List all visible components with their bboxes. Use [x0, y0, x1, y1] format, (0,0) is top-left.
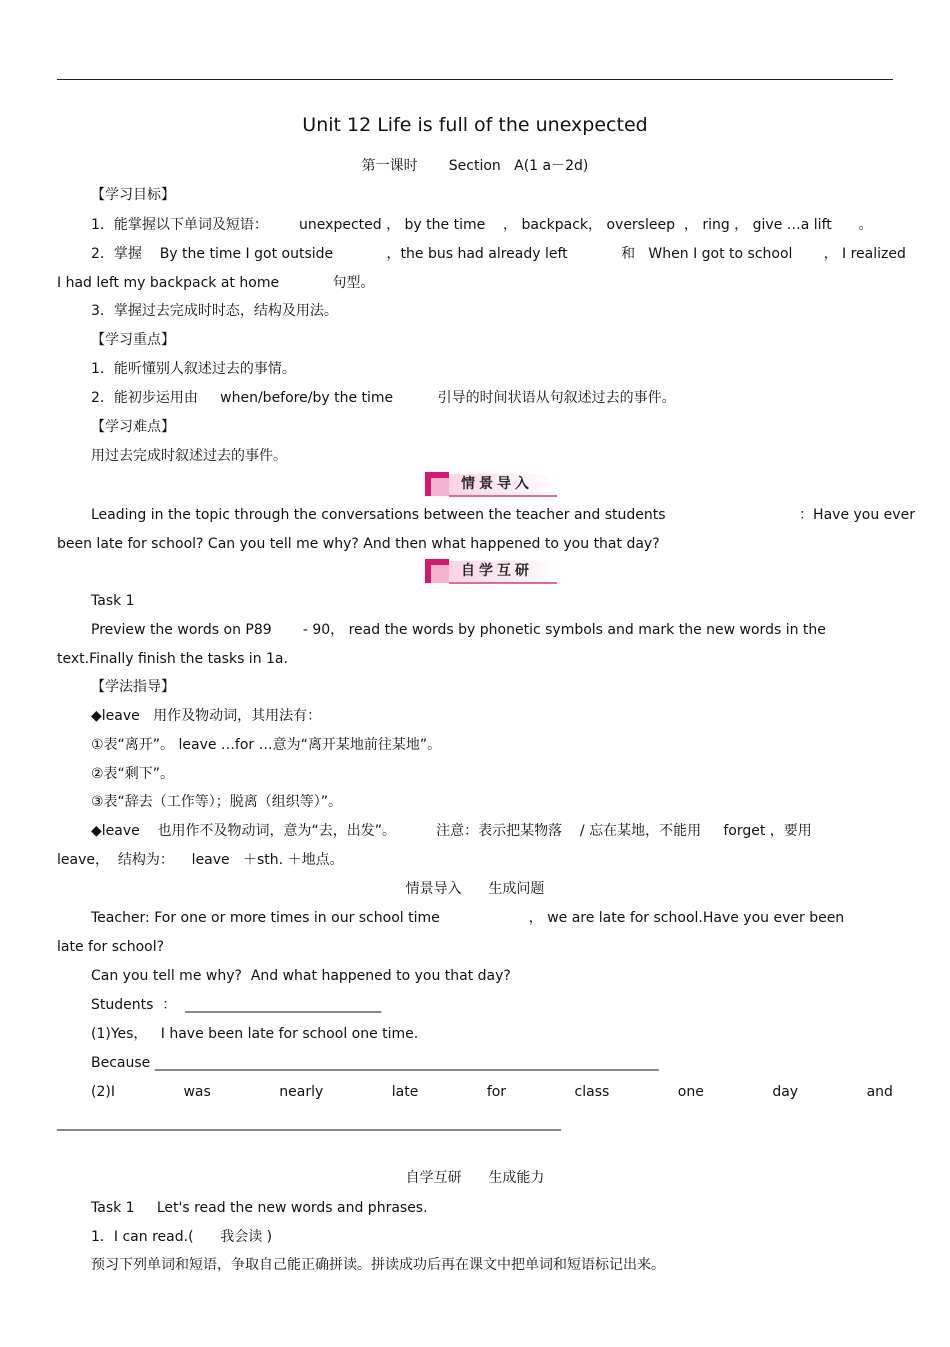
leave-intransitive-2: leave， 结构为： leave ＋sth. ＋地点。	[57, 852, 344, 868]
teacher-line-1: Teacher: For one or more times in our school time ， we are late for school.Have you ever been	[91, 910, 845, 926]
preview-line-1: Preview the words on P89 - 90， read the words by phonetic symbols and mark the new words in the	[91, 622, 826, 638]
page-title: Unit 12 Life is full of the unexpected	[302, 114, 648, 136]
leave-meaning-c: ③表“辞去（工作等）；脱离（组织等）”。	[91, 794, 343, 810]
task-1-label: Task 1	[91, 593, 135, 609]
leave-intransitive-1: ◆leave 也用作不及物动词，意为“去，出发”。 注意：表示把某物落 / 忘在某地，不能用 forget ，要用	[91, 823, 812, 839]
top-rule	[57, 79, 893, 80]
section-subtitle: 第一课时 Section A(1 a－2d)	[361, 158, 589, 174]
key-point-2: 2．能初步运用由 when/before/by the time 引导的时间状语从句叙述过去的事件。	[91, 390, 676, 406]
answer-2-word: for	[486, 1084, 507, 1100]
badge-underline	[449, 582, 557, 584]
leave-transitive: ◆leave 用作及物动词，其用法有：	[91, 708, 322, 724]
goal-2-line-1: 2．掌握 By the time I got outside ，the bus had already left 和 When I got to school ， I realized	[91, 246, 906, 262]
answer-2-word: class	[574, 1084, 610, 1100]
goal-2-line-2: I had left my backpack at home 句型。	[57, 275, 375, 291]
task-1-read: Task 1 Let's read the new words and phrases.	[91, 1200, 428, 1216]
badge-underline	[449, 495, 557, 497]
students-line: Students ： ____________________________	[91, 997, 382, 1013]
leave-meaning-b: ②表“剩下”。	[91, 766, 175, 782]
self-study-section-title: 自学互研 生成能力	[405, 1170, 545, 1186]
answer-2-word: and	[866, 1084, 893, 1100]
answer-2-word: was	[183, 1084, 211, 1100]
badge-label: 自学互研	[461, 563, 533, 579]
answer-2-word: (2)I	[91, 1084, 115, 1100]
answer-2-line	[91, 1083, 893, 1101]
difficulty-heading: 【学习难点】	[91, 419, 175, 435]
answer-1: (1)Yes， I have been late for school one time.	[91, 1026, 419, 1042]
lead-in-line-1: Leading in the topic through the conversations between the teacher and students ：Have you ever	[91, 507, 915, 523]
answer-2-word: nearly	[279, 1084, 324, 1100]
answer-2-word: day	[772, 1084, 799, 1100]
leave-meaning-a: ①表“离开”。 leave …for …意为“离开某地前往某地”。	[91, 737, 442, 753]
teacher-line-2: late for school?	[57, 939, 165, 955]
answer-2-word: one	[677, 1084, 704, 1100]
preview-instructions: 预习下列单词和短语，争取自己能正确拼读。拼读成功后再在课文中把单词和短语标记出来。	[91, 1257, 665, 1273]
scene-section-title: 情景导入 生成问题	[405, 881, 545, 897]
self-study-badge	[425, 559, 557, 585]
key-points-heading: 【学习重点】	[91, 332, 175, 348]
key-point-1: 1．能听懂别人叙述过去的事情。	[91, 361, 296, 377]
badge-label: 情景导入	[461, 476, 533, 492]
goals-heading: 【学习目标】	[91, 187, 175, 203]
answer-2-blank: ________________________________________________________________________	[57, 1115, 561, 1131]
badge-inner-square-icon	[431, 478, 449, 496]
intro-badge	[425, 472, 557, 498]
difficulty-1: 用过去完成时叙述过去的事件。	[91, 448, 287, 464]
because-line: Because ________________________________________________________________________	[91, 1055, 659, 1071]
method-heading: 【学法指导】	[91, 679, 175, 695]
answer-2-word: late	[391, 1084, 419, 1100]
goal-1: 1．能掌握以下单词及短语： unexpected ， by the time ， backpack， oversleep ， ring ， give …a lift 。	[91, 217, 873, 233]
badge-inner-square-icon	[431, 565, 449, 583]
teacher-line-3: Can you tell me why? And what happened to you that day?	[91, 968, 511, 984]
lead-in-line-2: been late for school? Can you tell me why? And then what happened to you that day?	[57, 536, 660, 552]
preview-line-2: text.Finally finish the tasks in 1a.	[57, 651, 288, 667]
goal-3: 3．掌握过去完成时时态，结构及用法。	[91, 303, 338, 319]
can-read: 1．I can read.( 我会读 )	[91, 1229, 273, 1245]
